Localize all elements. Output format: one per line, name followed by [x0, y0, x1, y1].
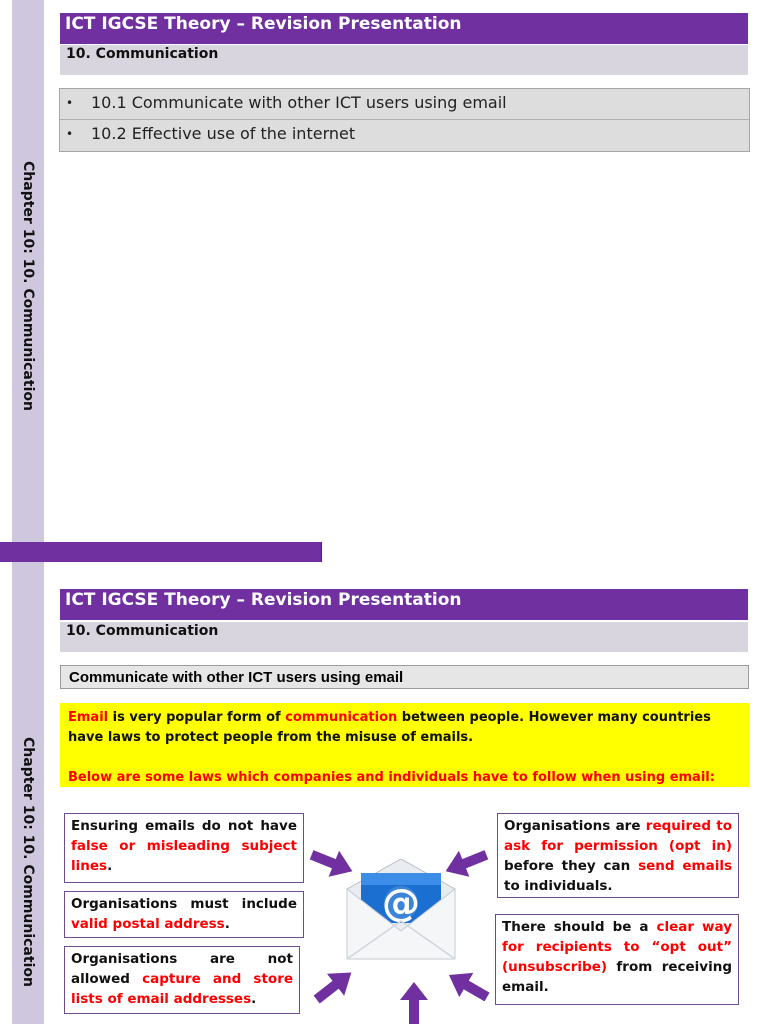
at-symbol: @	[382, 881, 420, 925]
intro-highlight-box	[60, 703, 749, 787]
law-box-opt-out: There should be a clear way for recipients to “opt out” (unsubscribe) from receiving email.	[495, 914, 739, 1005]
topic-list	[59, 88, 750, 152]
arrow-icon	[398, 980, 430, 1024]
section-heading: Communicate with other ICT users using email	[60, 665, 749, 689]
slide-2: Chapter 10: 10. Communication ICT IGCSE Theory – Revision Presentation 10. Communication Communicate with other ICT users using email Email is very popular form of communication between people. However many countries have laws to protect people from the misuse of emails. Below are some laws which companies and individuals have to follow when using email: Ensuring emails do not have false or misleading subject lines. Organisations must include valid postal address. Organisations are not allowed capture and store lists of email addresses. Organisations are required to ask for permission (opt in) before they can send emails to individuals. There should be a clear way for recipients to “opt out” (unsubscribe) from receiving email. @	[0, 562, 768, 1024]
topic-label: 10.2 Effective use of the internet	[91, 124, 356, 143]
laws-intro: Below are some laws which companies and individuals have to follow when using email:	[68, 770, 715, 785]
arrow-icon	[308, 846, 356, 880]
intro-paragraph: Email is very popular form of communication between people. However many countries have laws to protect people from the misuse of emails.	[68, 710, 711, 745]
law-box-email-lists: Organisations are not allowed capture and store lists of email addresses.	[64, 946, 300, 1014]
law-box-postal-address: Organisations must include valid postal address.	[64, 891, 304, 938]
section-subtitle: 10. Communication	[60, 45, 748, 75]
presentation-title: ICT IGCSE Theory – Revision Presentation	[60, 589, 748, 620]
topic-label: 10.1 Communicate with other ICT users using email	[91, 93, 507, 112]
topic-item-email[interactable]: • 10.1 Communicate with other ICT users using email	[60, 89, 749, 120]
presentation-title: ICT IGCSE Theory – Revision Presentation	[60, 13, 748, 44]
law-box-subject-lines: Ensuring emails do not have false or misleading subject lines.	[64, 813, 304, 883]
section-subtitle: 10. Communication	[60, 622, 748, 652]
arrow-icon	[444, 966, 492, 1006]
slide-divider-bar	[0, 542, 322, 562]
arrow-icon	[310, 966, 358, 1006]
email-envelope-icon	[345, 859, 457, 963]
arrow-icon	[442, 846, 490, 880]
law-box-opt-in: Organisations are required to ask for permission (opt in) before they can send emails to individuals.	[497, 813, 739, 898]
slide-1: Chapter 10: 10. Communication ICT IGCSE Theory – Revision Presentation 10. Communication • 10.1 Communicate with other ICT users using email • 10.2 Effective use of the internet	[0, 0, 768, 562]
topic-item-internet[interactable]: • 10.2 Effective use of the internet	[60, 120, 749, 151]
